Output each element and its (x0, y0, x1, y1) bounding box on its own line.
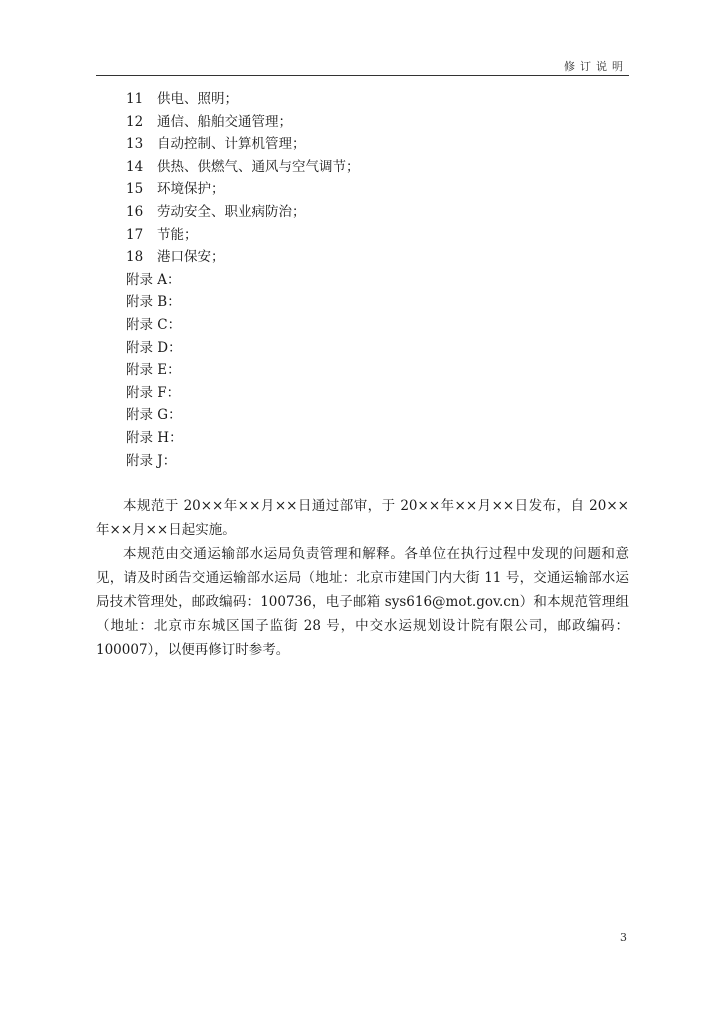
item-label: 通信、船舶交通管理； (157, 113, 292, 130)
appendix-item (126, 291, 360, 314)
appendix-item (126, 450, 360, 473)
appendix-label: 附录 A： (126, 271, 181, 288)
list-item (126, 224, 360, 247)
appendix-label: 附录 D： (126, 339, 182, 356)
item-label: 供热、供燃气、通风与空气调节； (157, 158, 360, 175)
appendix-label: 附录 B： (126, 294, 181, 311)
item-label: 环境保护； (157, 181, 225, 198)
appendix-label: 附录 F： (126, 384, 181, 401)
list-item (126, 88, 360, 111)
appendix-item (126, 359, 360, 382)
appendix-item (126, 427, 360, 450)
header-divider (96, 75, 629, 76)
list-item (126, 246, 360, 269)
list-item (126, 133, 360, 156)
appendix-item (126, 337, 360, 360)
item-label: 自动控制、计算机管理； (157, 136, 306, 153)
item-number: 16 (126, 203, 144, 220)
item-label: 港口保安； (157, 249, 225, 266)
item-label: 劳动安全、职业病防治； (157, 203, 306, 220)
management-paragraph: 本规范由交通运输部水运局负责管理和解释。各单位在执行过程中发现的问题和意见，请及时函告交通运输部水运局（地址：北京市建国门内大街 11 号，交通运输部水运局技术管理处，邮政编码：100736，电子邮箱 sys616@mot.gov.cn）和本规范管理组（地址：北京市东城区国子监街 28 号，中交水运规划设计院有限公司，邮政编码：100007），以便再修订时参考。 (96, 546, 629, 658)
contents-list (126, 88, 360, 472)
appendix-label: 附录 C： (126, 316, 182, 333)
item-number: 14 (126, 158, 144, 175)
appendix-label: 附录 J： (126, 452, 177, 469)
item-number: 13 (126, 136, 144, 153)
list-item (126, 111, 360, 134)
item-number: 17 (126, 226, 144, 243)
item-number: 12 (126, 113, 144, 130)
item-label: 供电、照明； (157, 91, 238, 107)
item-label: 节能； (157, 226, 198, 243)
list-item (126, 201, 360, 224)
item-number: 15 (126, 181, 144, 198)
appendix-item (126, 404, 360, 427)
list-item (126, 178, 360, 201)
item-number: 11 (126, 91, 144, 107)
appendix-label: 附录 E： (126, 362, 181, 379)
appendix-label: 附录 G： (126, 407, 182, 424)
enactment-paragraph: 本规范于 20××年××月××日通过部审，于 20××年××月××日发布，自 20××年××月××日起实施。 (96, 498, 629, 538)
page-number: 3 (620, 931, 627, 944)
appendix-item (126, 314, 360, 337)
list-item (126, 156, 360, 179)
appendix-item (126, 269, 360, 292)
appendix-item (126, 382, 360, 405)
appendix-label: 附录 H： (126, 429, 183, 446)
item-number: 18 (126, 249, 144, 266)
running-header-title: 修订说明 (564, 60, 628, 73)
